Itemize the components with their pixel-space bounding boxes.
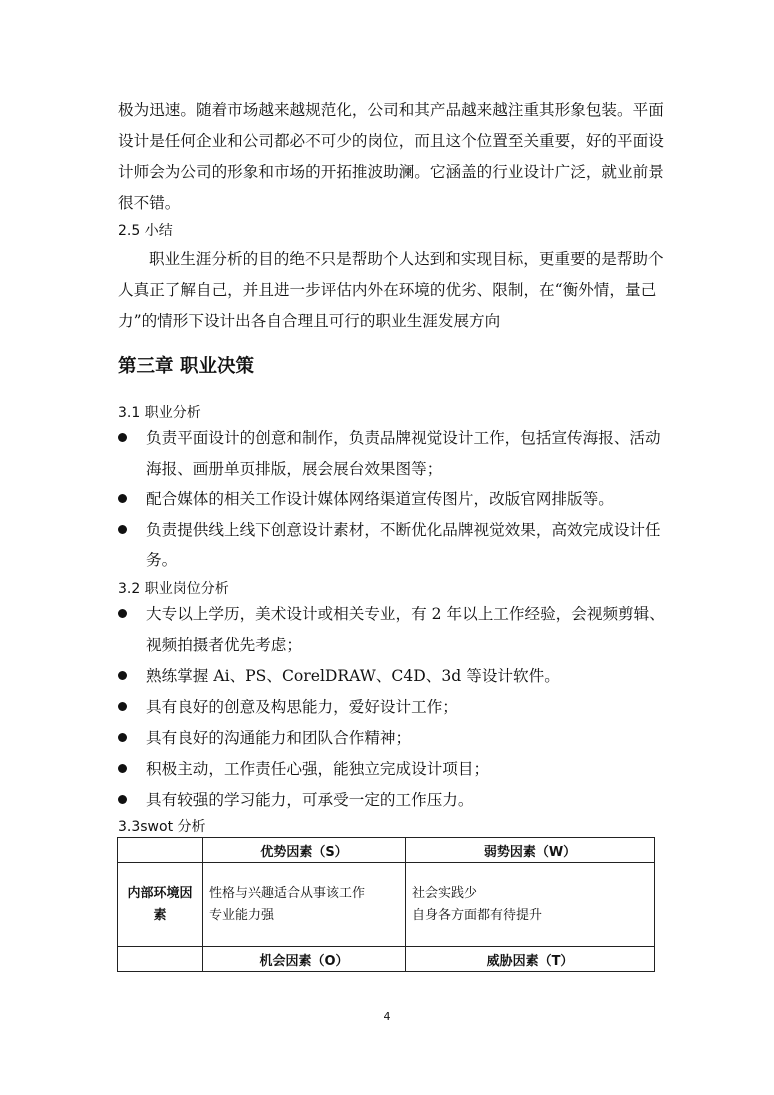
strength-item: 专业能力强	[209, 907, 275, 923]
internal-environment-label	[118, 863, 203, 947]
bullet-dot	[118, 764, 127, 773]
weaknesses-header: 弱势因素（W）	[406, 838, 655, 863]
bullet-dot	[118, 525, 127, 534]
bullet-dot	[118, 733, 127, 742]
chapter-title: 第三章 职业决策	[118, 356, 254, 377]
table-cell-empty	[118, 838, 203, 863]
bullet-dot	[118, 795, 127, 804]
bullet-dot	[118, 433, 127, 442]
strengths-cell	[203, 863, 406, 947]
section-heading-2-5: 2.5 小结	[118, 223, 173, 239]
table-cell-empty	[118, 947, 203, 972]
weakness-item: 自身各方面都有待提升	[412, 907, 543, 923]
paragraph-line: 职业生涯分析的目的绝不只是帮助个人达到和实现目标，更重要的是帮助个	[149, 250, 664, 268]
bullet-dot	[118, 702, 127, 711]
bullet-dot	[118, 494, 127, 503]
bullet-text: 具有较强的学习能力，可承受一定的工作压力。	[146, 791, 474, 809]
section-heading-3-1: 3.1 职业分析	[118, 405, 201, 421]
bullet-text: 具有良好的创意及构思能力，爱好设计工作；	[146, 698, 458, 716]
table-row	[118, 863, 655, 947]
weakness-item: 社会实践少	[412, 885, 478, 901]
bullet-text: 积极主动，工作责任心强，能独立完成设计项目；	[146, 760, 490, 778]
bullet-text: 熟练掌握 Ai、PS、CorelDRAW、C4D、3d 等设计软件。	[146, 667, 560, 685]
bullet-text: 负责提供线上线下创意设计素材，不断优化品牌视觉效果，高效完成设计任	[146, 521, 661, 539]
bullet-text: 具有良好的沟通能力和团队合作精神；	[146, 729, 412, 747]
page-number: 4	[383, 1010, 391, 1023]
strengths-header: 优势因素（S）	[203, 838, 406, 863]
internal-environment-label-line: 素	[153, 907, 167, 923]
bullet-text: 配合媒体的相关工作设计媒体网络渠道宣传图片，改版官网排版等。	[146, 490, 614, 508]
bullet-dot	[118, 609, 127, 618]
weaknesses-cell	[406, 863, 655, 947]
threats-header: 威胁因素（T）	[406, 947, 655, 972]
paragraph-line: 设计是任何企业和公司都必不可少的岗位，而且这个位置至关重要，好的平面设	[118, 132, 664, 150]
section-heading-3-2: 3.2 职业岗位分析	[118, 581, 229, 597]
table-row	[118, 838, 655, 863]
bullet-dot	[118, 671, 127, 680]
paragraph-line: 计师会为公司的形象和市场的开拓推波助澜。它涵盖的行业设计广泛，就业前景	[118, 163, 664, 181]
bullet-text-continued: 务。	[146, 551, 178, 569]
opportunities-header: 机会因素（O）	[203, 947, 406, 972]
bullet-text-continued: 海报、画册单页排版，展会展台效果图等；	[146, 460, 443, 478]
swot-table	[117, 837, 655, 972]
bullet-text: 大专以上学历，美术设计或相关专业，有 2 年以上工作经验，会视频剪辑、	[146, 605, 665, 623]
bullet-text-continued: 视频拍摄者优先考虑；	[146, 636, 302, 654]
paragraph-line: 极为迅速。随着市场越来越规范化，公司和其产品越来越注重其形象包装。平面	[118, 101, 664, 119]
section-heading-3-3: 3.3swot 分析	[118, 819, 206, 835]
paragraph-line: 很不错。	[118, 194, 181, 212]
strength-item: 性格与兴趣适合从事该工作	[209, 885, 366, 901]
paragraph-line: 力”的情形下设计出各自合理且可行的职业生涯发展方向	[118, 312, 501, 330]
table-row	[118, 947, 655, 972]
bullet-text: 负责平面设计的创意和制作，负责品牌视觉设计工作，包括宣传海报、活动	[146, 429, 661, 447]
paragraph-line: 人真正了解自己，并且进一步评估内外在环境的优劣、限制，在“衡外情，量己	[118, 281, 657, 299]
internal-environment-label-line: 内部环境因	[127, 885, 193, 901]
